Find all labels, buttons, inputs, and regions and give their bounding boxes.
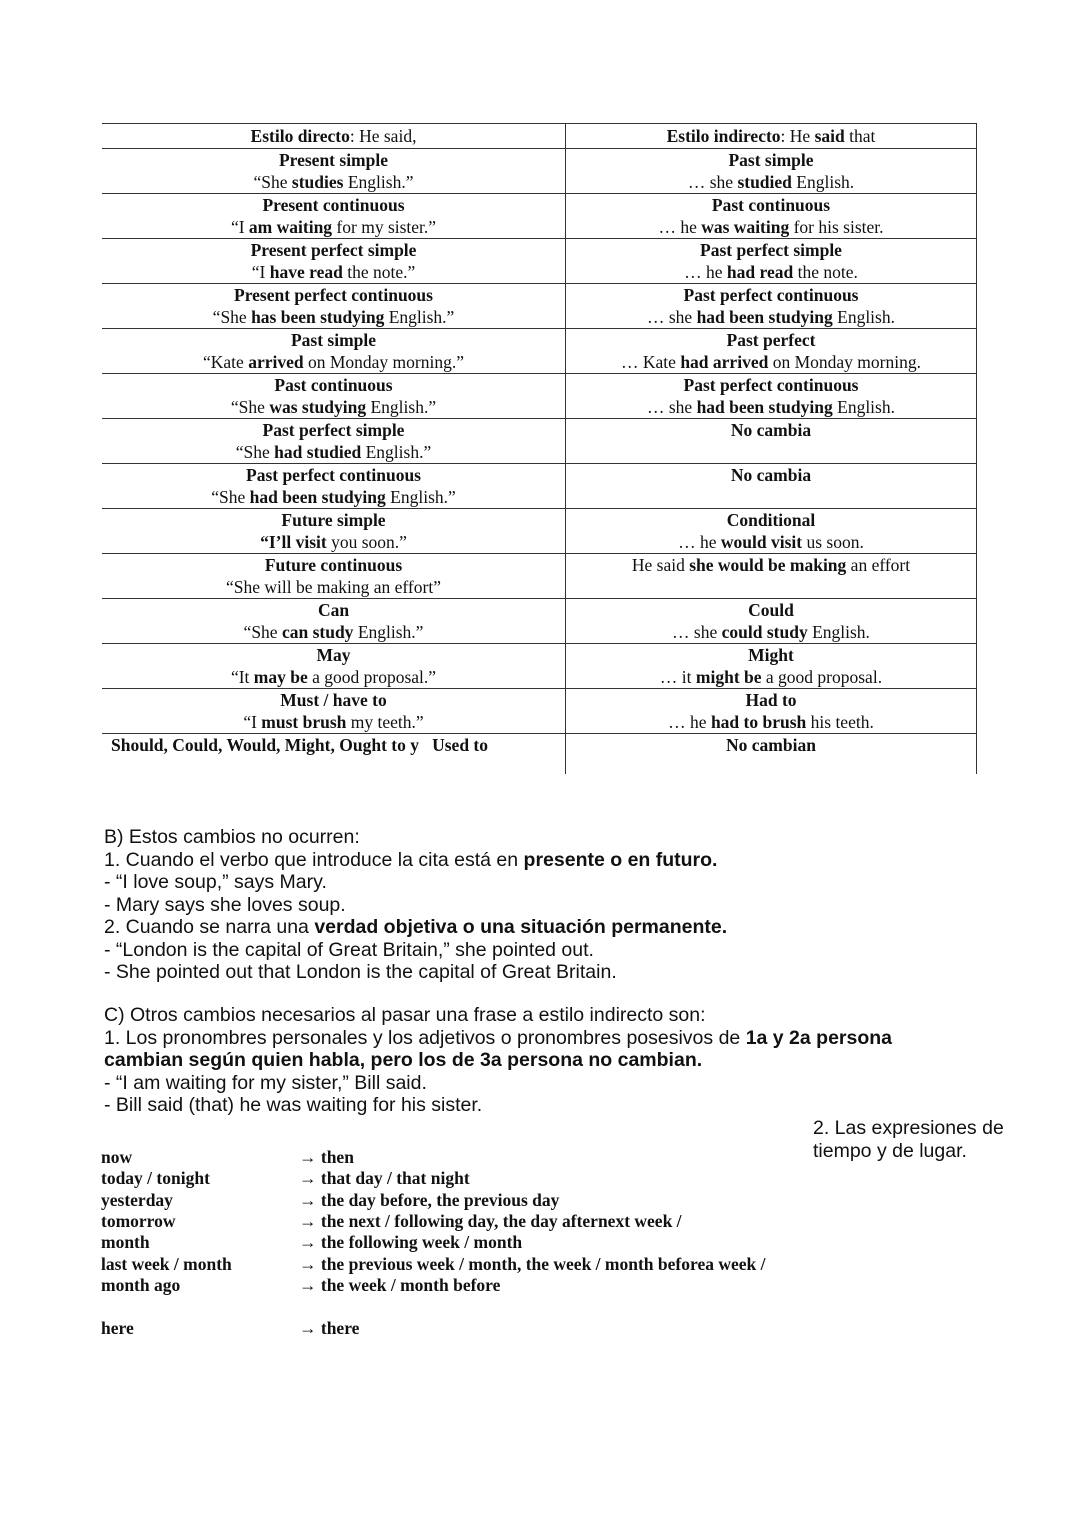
example-run: am waiting <box>248 217 333 237</box>
section-line <box>104 916 727 939</box>
example-run: my teeth.” <box>346 712 424 732</box>
direct-cell <box>102 464 566 509</box>
example-run: had to brush <box>710 712 807 732</box>
example-run: English. <box>807 622 870 642</box>
example-run: can study <box>281 622 354 642</box>
example-sentence <box>566 261 976 283</box>
example-run: English.” <box>343 172 414 192</box>
direct-cell <box>102 644 566 689</box>
tense-name: Present continuous <box>262 195 405 215</box>
example-run: English.” <box>353 622 424 642</box>
example-sentence <box>102 711 565 733</box>
example-run: might be <box>695 667 762 687</box>
example-run: English.” <box>385 487 456 507</box>
header-direct-style <box>102 124 566 149</box>
time-expression-direct: month ago <box>101 1275 181 1295</box>
example-run: “I <box>230 217 249 237</box>
example-run: was studying <box>269 397 367 417</box>
line-run: - “I love soup,” says Mary. <box>104 871 327 893</box>
direct-cell <box>102 599 566 644</box>
time-expression-indirect: → the following week / month <box>299 1232 523 1252</box>
direct-cell <box>102 374 566 419</box>
example-run: … he <box>658 217 702 237</box>
direct-cell <box>102 284 566 329</box>
table-row <box>102 509 977 554</box>
direct-cell <box>102 194 566 239</box>
table-row <box>102 419 977 464</box>
section-b-exceptions <box>104 826 727 984</box>
example-run: … it <box>659 667 696 687</box>
tense-name: Past simple <box>728 150 814 170</box>
table-row <box>102 464 977 509</box>
line-run: verdad objetiva o una situación permanente. <box>314 916 728 938</box>
section-line <box>104 871 727 894</box>
example-run: … he <box>668 712 711 732</box>
tense-name: Must / have to <box>280 690 387 710</box>
example-run: studies <box>291 172 344 192</box>
table-row <box>102 374 977 419</box>
indirect-cell <box>566 464 977 509</box>
example-sentence <box>102 216 565 238</box>
line-run: - Mary says she loves soup. <box>104 893 346 916</box>
table-row <box>102 194 977 239</box>
example-run: “Kate <box>203 352 249 372</box>
section-line <box>104 1004 892 1027</box>
example-run: on Monday morning. <box>768 352 921 372</box>
example-run: you soon.” <box>326 532 407 552</box>
time-expression-direct: last week / month <box>101 1254 232 1274</box>
section-line <box>104 826 727 849</box>
example-run: may be <box>253 667 308 687</box>
indirect-cell <box>566 194 977 239</box>
header-text: that <box>844 126 876 146</box>
section-line <box>104 849 727 872</box>
header-text: said <box>814 126 845 146</box>
tense-name: Future continuous <box>264 555 403 575</box>
example-run: could study <box>721 622 808 642</box>
indirect-cell <box>566 554 977 599</box>
table-row <box>102 239 977 284</box>
time-expression-indirect: → that day / that night <box>299 1168 470 1188</box>
example-run: had studied <box>274 442 362 462</box>
example-sentence <box>566 351 976 373</box>
example-run: “She <box>253 172 292 192</box>
tense-name: Past continuous <box>711 195 831 215</box>
direct-cell <box>102 419 566 464</box>
example-run: “She <box>211 487 250 507</box>
tense-name: Past continuous <box>274 375 393 395</box>
line-run: - She pointed out that London is the capital of Great Britain. <box>104 961 617 983</box>
table-row <box>102 149 977 194</box>
tense-name: Past perfect simple <box>262 420 405 440</box>
example-run: … he <box>684 262 727 282</box>
example-run: have read <box>269 262 343 282</box>
indirect-cell <box>566 329 977 374</box>
tense-name: Had to <box>745 690 797 710</box>
tense-name: No cambia <box>730 465 812 485</box>
example-sentence <box>566 531 976 553</box>
example-sentence <box>566 396 976 418</box>
line-run: B) Estos cambios no ocurren: <box>104 826 360 848</box>
time-expression-indirect: → the previous week / month, the week / month beforea week / <box>299 1254 766 1274</box>
example-sentence <box>566 621 976 643</box>
section-line <box>104 1027 892 1050</box>
example-run: “She <box>230 397 270 417</box>
tense-name: Past perfect <box>726 330 816 350</box>
line-run: 1. Los pronombres personales y los adjetivos o pronombres posesivos de <box>104 1026 746 1049</box>
example-run: studied <box>737 172 792 192</box>
example-sentence <box>566 666 976 688</box>
header-text: Estilo indirecto <box>666 126 781 146</box>
modals-direct-cell: Should, Could, Would, Might, Ought to y Used to <box>102 734 566 775</box>
tense-name: May <box>316 645 351 665</box>
example-run: had been studying <box>696 307 833 327</box>
example-run: for his sister. <box>789 217 884 237</box>
example-sentence <box>566 554 976 576</box>
example-run: “I’ll visit <box>260 532 327 552</box>
time-expression-direct: now <box>101 1147 133 1167</box>
time-expression-direct: month <box>101 1232 150 1252</box>
table-row <box>102 644 977 689</box>
line-run: cambian según quien habla, pero los de 3a persona no cambian. <box>104 1049 703 1071</box>
example-run: had been studying <box>696 397 833 417</box>
table-row <box>102 329 977 374</box>
example-sentence <box>102 396 565 418</box>
example-run: “She <box>235 442 275 462</box>
line-run: - Bill said (that) he was waiting for his sister. <box>104 1094 483 1116</box>
example-run: … he <box>678 532 721 552</box>
example-run: “It <box>230 667 254 687</box>
example-run: for my sister.” <box>332 217 437 237</box>
table-row <box>102 599 977 644</box>
line-run: - “London is the capital of Great Britain,” she pointed out. <box>104 938 594 961</box>
example-run: English.” <box>361 442 432 462</box>
tense-name: Present perfect simple <box>250 240 417 260</box>
time-expression-indirect: → the next / following day, the day afternext week / <box>299 1211 682 1231</box>
time-expression-indirect: → the day before, the previous day <box>299 1190 560 1210</box>
section-line <box>104 961 727 984</box>
section-line <box>104 1072 892 1095</box>
line-run: 1. Cuando el verbo que introduce la cita está en <box>104 848 524 871</box>
example-run: a good proposal.” <box>307 667 437 687</box>
direct-cell <box>102 689 566 734</box>
example-sentence <box>566 171 976 193</box>
line-run: - “I am waiting for my sister,” Bill said. <box>104 1071 427 1094</box>
example-run: a good proposal. <box>761 667 883 687</box>
line-run: C) Otros cambios necesarios al pasar una frase a estilo indirecto son: <box>104 1004 706 1026</box>
example-run: English. <box>832 397 895 417</box>
header-text: : He <box>780 126 815 146</box>
indirect-cell <box>566 284 977 329</box>
direct-cell <box>102 509 566 554</box>
table-header-row <box>102 124 977 149</box>
example-run: the note. <box>793 262 858 282</box>
example-run: “I <box>251 262 270 282</box>
example-run: had been studying <box>249 487 386 507</box>
section-line <box>104 894 727 917</box>
example-run: on Monday morning.” <box>303 352 464 372</box>
example-run: … she <box>647 307 697 327</box>
example-run: “I <box>243 712 262 732</box>
table-row <box>102 554 977 599</box>
example-sentence <box>102 531 565 553</box>
time-expression-direct: today / tonight <box>101 1168 210 1188</box>
time-expression-indirect: → then <box>299 1147 354 1167</box>
time-expression-direct: tomorrow <box>101 1211 176 1231</box>
tense-name: Future simple <box>281 510 386 530</box>
tense-name: Past simple <box>290 330 377 350</box>
example-run: English. <box>791 172 855 192</box>
example-sentence <box>102 441 565 463</box>
table-row-modals <box>102 734 977 775</box>
tense-name: Past perfect continuous <box>683 375 859 395</box>
example-sentence <box>102 171 565 193</box>
tense-name: Can <box>317 600 350 620</box>
example-run: English.” <box>366 397 437 417</box>
example-run: had arrived <box>680 352 769 372</box>
example-run: had read <box>726 262 794 282</box>
tense-name: Past perfect simple <box>700 240 842 260</box>
example-sentence <box>566 216 976 238</box>
example-run: she would be making <box>689 555 847 575</box>
line-run: 2. Cuando se narra una <box>104 916 315 938</box>
time-expression-indirect: → there <box>299 1318 360 1338</box>
example-sentence <box>102 621 565 643</box>
example-sentence <box>566 711 976 733</box>
example-sentence <box>102 351 565 373</box>
line-run: presente o en futuro. <box>523 848 718 871</box>
example-run: … she <box>647 397 697 417</box>
example-run: must brush <box>261 712 347 732</box>
example-run: … Kate <box>621 352 681 372</box>
tense-name: Might <box>748 645 794 665</box>
indirect-cell <box>566 644 977 689</box>
example-run: English.” <box>384 307 455 327</box>
indirect-cell <box>566 419 977 464</box>
section-line <box>104 939 727 962</box>
example-run: … she <box>672 622 722 642</box>
tense-name: No cambia <box>730 420 812 440</box>
example-run: “She will be making an effort” <box>226 577 441 597</box>
table-row <box>102 284 977 329</box>
time-expression-indirect: → the week / month before <box>299 1275 501 1295</box>
example-run: English. <box>832 307 895 327</box>
header-indirect-style <box>566 124 977 149</box>
example-run: “She <box>212 307 252 327</box>
example-run: “She <box>243 622 282 642</box>
example-run: arrived <box>248 352 304 372</box>
section-c-other-changes <box>104 1004 892 1117</box>
direct-cell <box>102 239 566 284</box>
example-sentence <box>102 261 565 283</box>
example-run: was waiting <box>701 217 790 237</box>
tense-name: Could <box>748 600 794 620</box>
section-line <box>104 1094 892 1117</box>
example-run: He said <box>631 555 690 575</box>
example-run: would visit <box>720 532 803 552</box>
example-run: his teeth. <box>806 712 874 732</box>
tense-name: Past perfect continuous <box>683 285 859 305</box>
indirect-cell <box>566 149 977 194</box>
tense-conversion-table <box>102 123 977 774</box>
indirect-cell <box>566 374 977 419</box>
direct-cell <box>102 554 566 599</box>
indirect-cell <box>566 509 977 554</box>
indirect-cell <box>566 689 977 734</box>
indirect-cell <box>566 239 977 284</box>
section-line <box>104 1049 892 1072</box>
tense-name: Conditional <box>726 510 816 530</box>
tense-name: Present perfect continuous <box>234 285 433 305</box>
example-sentence <box>102 576 565 598</box>
example-run: an effort <box>846 555 911 575</box>
header-text: : He said, <box>349 126 417 146</box>
indirect-cell <box>566 599 977 644</box>
example-sentence <box>566 306 976 328</box>
table-row <box>102 689 977 734</box>
example-run: … she <box>687 172 738 192</box>
modals-indirect-cell: No cambian <box>566 734 977 775</box>
tense-name: Present simple <box>278 150 389 170</box>
time-expression-direct: here <box>101 1318 134 1338</box>
direct-cell <box>102 329 566 374</box>
side-note-time-place: 2. Las expresiones de tiempo y de lugar. <box>813 1117 1004 1162</box>
line-run: 1a y 2a persona <box>745 1026 893 1049</box>
time-expression-direct: yesterday <box>101 1190 173 1210</box>
header-text: Estilo directo <box>250 126 350 146</box>
example-sentence <box>102 666 565 688</box>
example-run: us soon. <box>802 532 864 552</box>
example-sentence <box>102 486 565 508</box>
tense-name: Past perfect continuous <box>246 465 421 485</box>
example-run: has been studying <box>251 307 385 327</box>
direct-cell <box>102 149 566 194</box>
example-run: the note.” <box>342 262 416 282</box>
example-sentence <box>102 306 565 328</box>
